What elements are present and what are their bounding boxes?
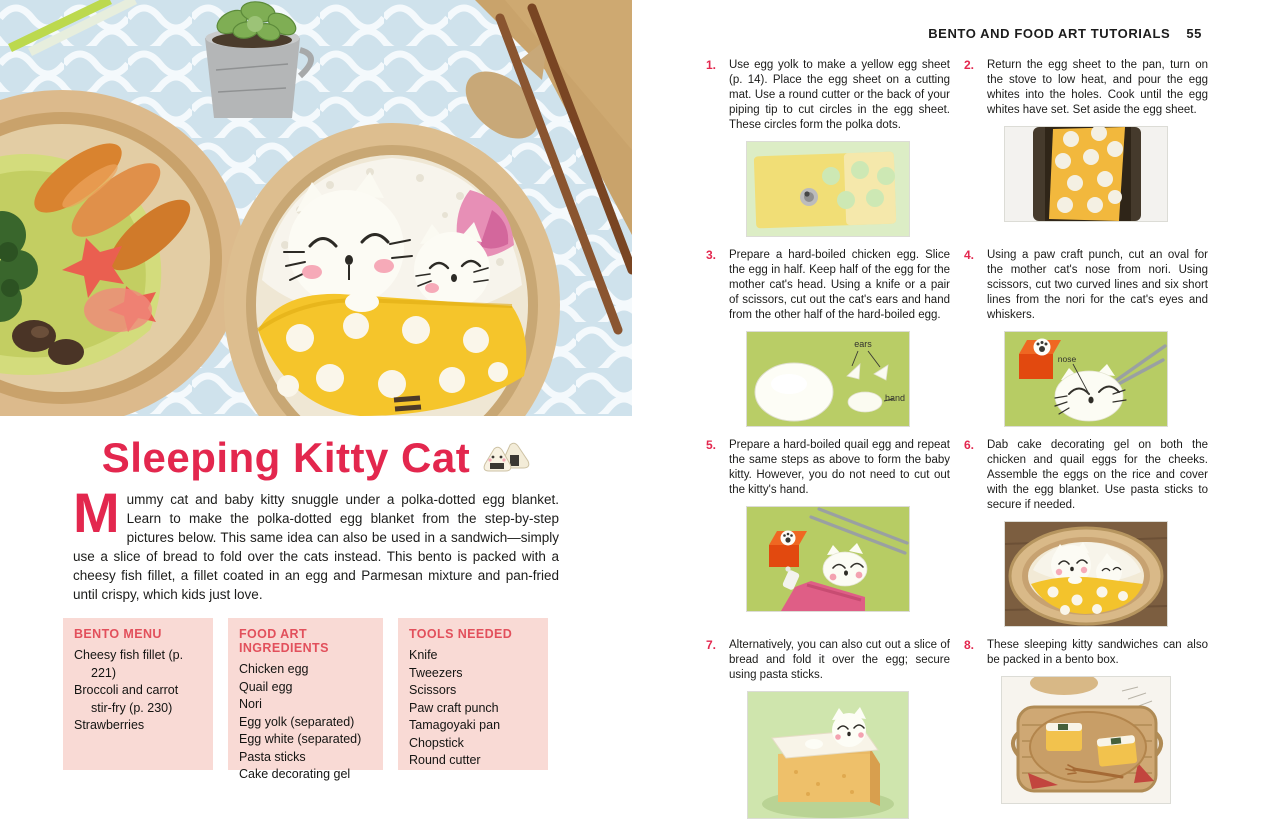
- step-5-photo: [746, 506, 910, 612]
- onigiri-pair-icon: [482, 441, 530, 475]
- list-item: Round cutter: [409, 753, 481, 767]
- kitty-sandwich-piece: [1097, 735, 1138, 767]
- running-header: [706, 26, 1208, 41]
- step-number: 3.: [706, 248, 717, 262]
- bento-menu-heading: BENTO MENU: [74, 627, 162, 641]
- step-2-body: [964, 58, 1208, 118]
- list-item: Chicken egg: [239, 662, 309, 676]
- list-item: Quail egg: [239, 679, 293, 694]
- list-item: Knife: [409, 648, 438, 662]
- hand-label: hand: [884, 393, 905, 403]
- list-item: Egg yolk (separated): [239, 714, 355, 729]
- hero-bento-photo: [0, 0, 632, 416]
- list-item: Cheesy fish fillet (p. 221): [74, 648, 184, 680]
- step-7-body: [706, 638, 950, 683]
- step-5: [706, 438, 950, 627]
- step-text: Using a paw craft punch, cut an oval for the mother cat's nose from nori. Using scissors, cut two curved lines and six short lines from the nori for the cat's eyes and whiskers.: [987, 249, 1208, 321]
- step-2-photo: [1004, 126, 1168, 222]
- tools-heading: TOOLS NEEDED: [409, 627, 513, 641]
- step-1-photo: [746, 141, 910, 237]
- step-4-photo: [1004, 331, 1168, 427]
- round-cutter: [800, 188, 818, 206]
- drop-cap: M: [73, 481, 120, 544]
- list-item: Scissors: [409, 683, 457, 697]
- step-text: Prepare a hard-boiled quail egg and repeat the same steps as above to form the baby kitty. However, you do not need to cut out the kitty's hand.: [729, 439, 950, 496]
- step-text: Use egg yolk to make a yellow egg sheet (p. 14). Place the egg sheet on a cutting mat. Use a round cutter or the back of your piping tip to cut circles in the egg sheet. These circles form the polka dots.: [729, 59, 950, 131]
- list-item: Chopstick: [409, 735, 464, 750]
- kitty-sandwich-piece: [1046, 723, 1082, 751]
- step-6: [964, 438, 1208, 627]
- list-item: Tamagoyaki pan: [409, 718, 501, 732]
- step-7: [706, 638, 950, 819]
- step-3: [706, 248, 950, 427]
- kitty-hand: [805, 739, 823, 749]
- intro-text: ummy cat and baby kitty snuggle under a polka-dotted egg blanket. Learn to make the polka-dotted egg blanket from the step-by-step pictures below. This same idea can also be used in a sandwich—simply use a slice of bread to fold over the cats instead. This bento is packed with a cheesy fish fillet, a fillet coated in an egg and Parmesan mixture and pan-fried until crispy, which kids just love.: [73, 492, 559, 602]
- nose-label: nose: [1057, 354, 1077, 364]
- step-text: Prepare a hard-boiled chicken egg. Slice the egg in half. Keep half of the egg for the mother cat's head. Using a knife or a pair of scissors, cut out the cat's ears and hand from the other half of the hard-boiled egg.: [729, 249, 950, 321]
- running-header-title: BENTO AND FOOD ART TUTORIALS: [928, 26, 1171, 41]
- list-item: Paw craft punch: [409, 700, 499, 715]
- step-5-body: [706, 438, 950, 498]
- step-3-photo: [746, 331, 910, 427]
- list-item: Tweezers: [409, 665, 463, 680]
- step-text: Alternatively, you can also cut out a slice of bread and fold it over the egg; secure using pasta sticks.: [729, 639, 950, 681]
- kitty-face: [832, 707, 866, 747]
- step-number: 1.: [706, 58, 717, 72]
- list-item: Strawberries: [74, 718, 145, 732]
- step-8-body: [964, 638, 1208, 668]
- step-2: [964, 58, 1208, 237]
- food-art-ingredients-box: [228, 618, 383, 781]
- list-item: Nori: [239, 697, 262, 711]
- step-8: [964, 638, 1208, 819]
- list-item: Egg white (separated): [239, 732, 362, 746]
- step-text: These sleeping kitty sandwiches can also be packed in a bento box.: [987, 639, 1208, 666]
- bento-menu-list: [74, 647, 202, 735]
- step-6-body: [964, 438, 1208, 513]
- recipe-title: Sleeping Kitty Cat: [101, 434, 471, 481]
- step-1: [706, 58, 950, 237]
- ears-label: ears: [854, 339, 872, 349]
- step-8-photo: [1001, 676, 1171, 804]
- tools-list: [409, 647, 537, 770]
- left-page: [0, 0, 632, 781]
- tutorial-steps-grid: [706, 58, 1208, 830]
- cat-hand: [345, 292, 379, 312]
- step-6-photo: [1004, 521, 1168, 627]
- bento-menu-box: [63, 618, 213, 770]
- egg-hand: [848, 392, 882, 412]
- step-4: [964, 248, 1208, 427]
- right-page: [706, 0, 1208, 830]
- step-3-body: [706, 248, 950, 323]
- list-item: Cake decorating gel: [239, 767, 351, 781]
- step-text: Return the egg sheet to the pan, turn on the stove to low heat, and pour the egg whites into the holes. Cook until the egg whites have set. Set aside the egg sheet.: [987, 59, 1208, 116]
- list-item: Broccoli and carrot stir-fry (p. 230): [74, 683, 179, 715]
- step-4-body: [964, 248, 1208, 323]
- step-number: 8.: [964, 638, 975, 652]
- step-number: 5.: [706, 438, 717, 452]
- ingredients-heading: FOOD ART INGREDIENTS: [239, 627, 329, 655]
- recipe-title-row: [0, 434, 632, 482]
- step-1-body: [706, 58, 950, 133]
- info-boxes-row: [63, 618, 632, 781]
- step-number: 2.: [964, 58, 975, 72]
- step-number: 4.: [964, 248, 975, 262]
- list-item: Pasta sticks: [239, 749, 306, 764]
- step-number: 7.: [706, 638, 717, 652]
- step-text: Dab cake decorating gel on both the chicken and quail eggs for the cheeks. Assemble the eggs on the rice and cover with the egg blanket. Use pasta sticks to secure if needed.: [987, 439, 1208, 511]
- page-number: 55: [1186, 26, 1202, 41]
- ingredients-list: [239, 661, 372, 784]
- tools-needed-box: [398, 618, 548, 770]
- step-number: 6.: [964, 438, 975, 452]
- intro-paragraph: [73, 481, 559, 604]
